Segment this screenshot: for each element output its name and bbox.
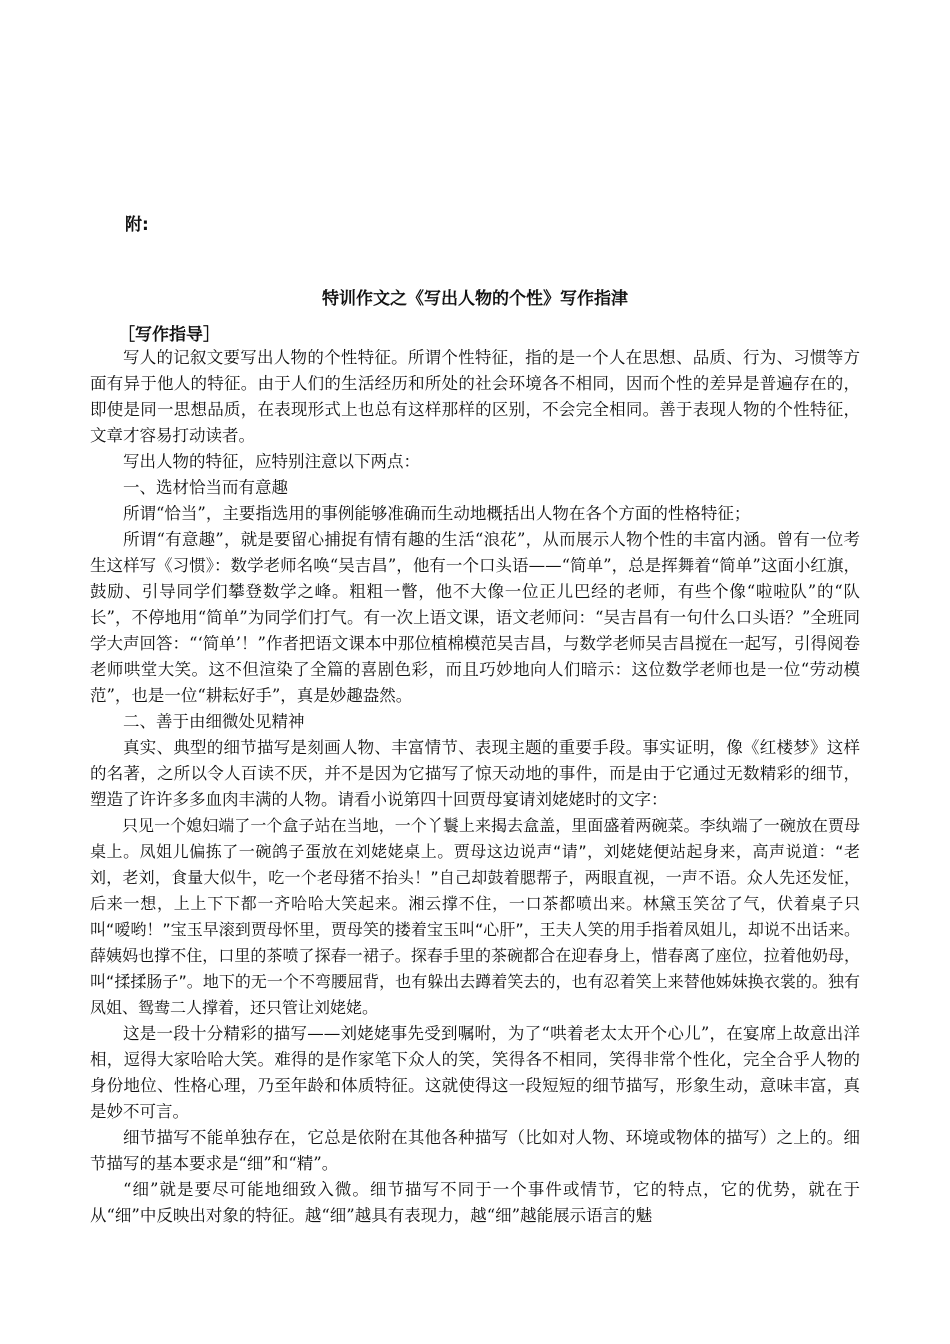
paragraph: 这是一段十分精彩的描写——刘姥姥事先受到嘱咐，为了“哄着老太太开个心儿”，在宴席上故意出洋相，逗得大家哈哈大笑。难得的是作家笔下众人的笑，笑得各不相同，笑得非常个性化，完全合乎人物的身份地位、性格心理，乃至年龄和体质特征。这就使得这一段短短的细节描写，形象生动，意味丰富，真是妙不可言。: [90, 1024, 860, 1121]
paragraph: 所谓“有意趣”，就是要留心捕捉有情有趣的生活“浪花”，从而展示人物个性的丰富内涵。曾有一位考生这样写《习惯》：数学老师名唤“吴吉昌”，他有一个口头语——“简单”，总是挥舞着“简单”这面小红旗，鼓励、引导同学们攀登数学之峰。粗粗一瞥，他不大像一位正儿巴经的老师，有些个像“啦啦队”的“队长”，不停地用“简单”为同学们打气。有一次上语文课，语文老师问：“吴吉昌有一句什么口头语？”全班同学大声回答：“‘简单’！”作者把语文课本中那位植棉模范吴吉昌，与数学老师吴吉昌搅在一起写，引得阅卷老师哄堂大笑。这不但渲染了全篇的喜剧色彩，而且巧妙地向人们暗示：这位数学老师也是一位“劳动模范”，也是一位“耕耘好手”，真是妙趣盎然。: [90, 530, 860, 705]
subheading-1: 一、选材恰当而有意趣: [123, 478, 288, 497]
body-text: [90, 345, 860, 1229]
paragraph: 所谓“恰当”，主要指选用的事例能够准确而生动地概括出人物在各个方面的性格特征；: [123, 504, 751, 523]
quoted-passage: 只见一个媳妇端了一个盒子站在当地，一个丫鬟上来揭去盒盖，里面盛着两碗菜。李纨端了一碗放在贾母桌上。凤姐儿偏拣了一碗鸽子蛋放在刘姥姥桌上。贾母这边说声“请”，刘姥姥便站起身来，高声说道：“老刘，老刘，食量大似牛，吃一个老母猪不抬头！”自己却鼓着腮帮子，两眼直视，一声不语。众人先还发怔，后来一想，上上下下都一齐哈哈大笑起来。湘云撑不住，一口茶都喷出来。林黛玉笑岔了气，伏着桌子只叫“嗳哟！”宝玉早滚到贾母怀里，贾母笑的搂着宝玉叫“心肝”，王夫人笑的用手指着凤姐儿，却说不出话来。薛姨妈也撑不住，口里的茶喷了探春一裙子。探春手里的茶碗都合在迎春身上，惜春离了座位，拉着他奶母，叫“揉揉肠子”。地下的无一个不弯腰屈背，也有躲出去蹲着笑去的，也有忍着笑上来替他姊妹换衣裳的。独有凤姐、鸳鸯二人撑着，还只管让刘姥姥。: [90, 816, 860, 1017]
appendix-label: 附:: [125, 215, 149, 235]
paragraph: 写人的记叙文要写出人物的个性特征。所谓个性特征，指的是一个人在思想、品质、行为、习惯等方面有异于他人的特征。由于人们的生活经历和所处的社会环境各不相同，因而个性的差异是普遍存在的，即使是同一思想品质，在表现形式上也总有这样那样的区别，不会完全相同。善于表现人物的个性特征，文章才容易打动读者。: [90, 348, 860, 445]
paragraph: 真实、典型的细节描写是刻画人物、丰富情节、表现主题的重要手段。事实证明，像《红楼梦》这样的名著，之所以令人百读不厌，并不是因为它描写了惊天动地的事件，而是由于它通过无数精彩的细节，塑造了许许多多血肉丰满的人物。请看小说第四十回贾母宴请刘姥姥时的文字：: [90, 738, 860, 809]
paragraph: 细节描写不能单独存在，它总是依附在其他各种描写（比如对人物、环境或物体的描写）之上的。细节描写的基本要求是“细”和“精”。: [90, 1128, 860, 1173]
paragraph: “细”就是要尽可能地细致入微。细节描写不同于一个事件或情节，它的特点，它的优势，就在于从“细”中反映出对象的特征。越“细”越具有表现力，越“细”越能展示语言的魅: [90, 1180, 860, 1225]
paragraph: 写出人物的特征，应特别注意以下两点：: [123, 452, 420, 471]
subheading-2: 二、善于由细微处见精神: [123, 712, 305, 731]
section-heading: ［写作指导］: [118, 325, 220, 345]
document-title: 特训作文之《写出人物的个性》写作指津: [322, 289, 628, 309]
